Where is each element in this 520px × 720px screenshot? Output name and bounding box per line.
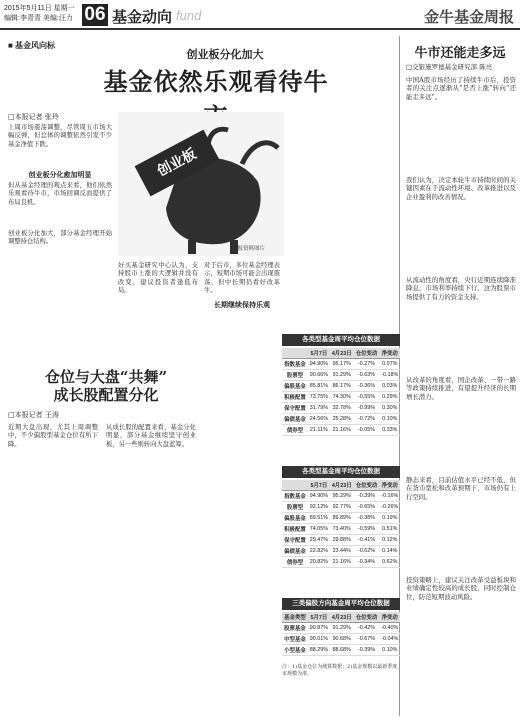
table-cell: 股票型 [282, 370, 308, 381]
data-table [282, 612, 400, 656]
table-cell: 85.81% [308, 381, 330, 392]
article-paragraph: 但从基金经理的观点来看，他们依然乐观看待牛市，市场回调反而提供了布局良机。 [8, 182, 112, 206]
table-cell: 20.82% [308, 557, 330, 568]
table-cell: -0.55% [354, 392, 380, 403]
table-row [282, 634, 400, 645]
table-cell: 94.90% [308, 359, 330, 370]
article-paragraph: 创业板分化加大，部分基金经理开始调整持仓结构。 [8, 230, 112, 246]
table-header-cell: 4月23日 [330, 612, 354, 623]
table-cell: 偏债基金 [282, 414, 308, 425]
table-cell: 94.90% [308, 491, 330, 502]
table-header-cell: 4月23日 [330, 480, 354, 491]
sidebar-paragraph: 从改革的角度看，国企改革、一带一路等政策持续推进，有望提升经济的长期增长潜力。 [406, 376, 516, 401]
subhead: 创业板分化愈加明显 [28, 170, 92, 179]
sidebar-paragraph: 中国A股市场经历了持续牛市后，投资者的关注点逐渐从“是否上涨”转向“还能走多远”。 [406, 76, 516, 101]
table-row [282, 546, 400, 557]
table-cell: -0.39% [354, 645, 380, 656]
table-cell: 32.78% [330, 403, 354, 414]
data-table [282, 480, 400, 568]
table-row [282, 392, 400, 403]
table-cell: -0.16% [379, 491, 400, 502]
table-row [282, 403, 400, 414]
table-cell: 95.29% [330, 491, 354, 502]
table-cell: 89.51% [308, 513, 330, 524]
table-cell: 保守配置 [282, 535, 308, 546]
table-cell: -0.40% [379, 623, 400, 634]
table-cell: 小型基金 [282, 645, 308, 656]
table-header-cell [282, 480, 308, 491]
table-cell: -0.05% [354, 425, 380, 436]
headline-main: 基金依然乐观看待牛 [103, 67, 329, 96]
table-cell: 73.40% [330, 524, 354, 535]
table-row [282, 359, 400, 370]
table-cell: -0.34% [354, 557, 380, 568]
table-cell: 92.12% [308, 502, 330, 513]
table-cell: 0.19% [379, 513, 400, 524]
table-header-cell: 仓位变动 [354, 480, 380, 491]
headline-small: 创业板分化加大 [186, 48, 264, 61]
table-row [282, 623, 400, 634]
table-cell: -0.62% [354, 546, 380, 557]
table-cell: 23.44% [330, 546, 354, 557]
board-sign: 创业板 [135, 130, 220, 197]
article-paragraph: 对于后市，多位基金经理表示，短期市场可能会出现震荡，但中长期仍看好改革牛。 [204, 262, 280, 295]
table-cell: 92.77% [330, 502, 354, 513]
table-row [282, 557, 400, 568]
table-note: 注：1)基金仓位为测算数据；2)基金规模以最新季度末规模为准。 [282, 664, 398, 677]
table-cell: 29.47% [308, 535, 330, 546]
sidebar-paragraph: 我们认为，决定本轮牛市持续时间的关键因素在于流动性环境、改革推进以及企业盈利的改善情况。 [406, 176, 516, 201]
table-cell: -0.42% [354, 623, 380, 634]
table-row [282, 513, 400, 524]
section-title: 基金动向 [112, 9, 173, 26]
page-number: 06 [82, 4, 108, 26]
table-header-cell: 基金类型 [282, 612, 308, 623]
table-title: 各类型基金周平均仓位数据 [282, 466, 400, 478]
table-cell: 91.29% [330, 370, 354, 381]
table-cell: 中型基金 [282, 634, 308, 645]
table-cell: -0.04% [379, 634, 400, 645]
table-header-cell: 5月7日 [308, 612, 330, 623]
table-cell: -0.72% [354, 414, 380, 425]
section-title-en: fund [176, 8, 202, 23]
table-title: 各类型基金周平均仓位数据 [282, 334, 400, 346]
table-cell: 0.10% [379, 645, 400, 656]
table-header-cell: 5月7日 [308, 348, 330, 359]
table-header-cell: 5月7日 [308, 480, 330, 491]
table-cell: 0.10% [379, 414, 400, 425]
table-header-cell: 净变动 [379, 348, 400, 359]
table-row [282, 535, 400, 546]
sidebar-paragraph: 从流动性的角度看，央行近期连续降准降息，市场利率持续下行，这为股票市场提供了有力的资金支持。 [406, 276, 516, 301]
table-header-cell: 净变动 [379, 612, 400, 623]
table-cell: 0.62% [379, 557, 400, 568]
table-cell: 0.33% [379, 425, 400, 436]
article-paragraph: 近期大盘出现，尤其上周调整中，不少偏股型基金仓位有所下降。 [8, 424, 98, 448]
table-cell: 股票型 [282, 502, 308, 513]
table-cell: -0.18% [379, 370, 400, 381]
byline: □本报记者 王涛 [8, 411, 59, 419]
table-cell: 86.17% [330, 381, 354, 392]
table-row [282, 381, 400, 392]
table-cell: 0.12% [379, 535, 400, 546]
sidebar-paragraph: 静态来看，目前估值水平已经不低，但在货币宽松和改革预期下，市场仍有上行空间。 [406, 476, 516, 501]
table-cell: -0.38% [354, 513, 380, 524]
table-row [282, 524, 400, 535]
table-header-row [282, 480, 400, 491]
table-cell: 0.03% [379, 381, 400, 392]
table-row [282, 370, 400, 381]
table-cell: 偏股基金 [282, 381, 308, 392]
table-cell: -0.99% [354, 403, 380, 414]
table-row [282, 645, 400, 656]
headline-secondary-line: 成长股配置分化 [53, 386, 159, 404]
table-cell: 21.16% [330, 425, 354, 436]
table-cell: 74.05% [308, 524, 330, 535]
table-cell: -0.26% [379, 502, 400, 513]
table-cell: 偏股基金 [282, 513, 308, 524]
table-cell: 21.16% [330, 557, 354, 568]
headline-secondary [8, 368, 204, 404]
table-cell: 90.66% [308, 370, 330, 381]
sidebar-byline: □交银施罗德基金研究部 陈亮 [406, 63, 493, 71]
table-cell: 95.17% [330, 359, 354, 370]
table-cell: 31.79% [308, 403, 330, 414]
table-cell: 90.68% [330, 634, 354, 645]
table-cell: 90.87% [308, 623, 330, 634]
sidebar-paragraph: 投资策略上，建议关注改革受益板块和业绩确定性较高的成长股，同时控制仓位，防范短期波动风险。 [406, 576, 516, 601]
masthead [0, 0, 520, 30]
table-header-row [282, 348, 400, 359]
illustration-caption: 本报资料图片 [232, 246, 266, 252]
table-cell: 指数基金 [282, 491, 308, 502]
table-cell: 25.28% [330, 414, 354, 425]
table-cell: 21.11% [308, 425, 330, 436]
table-row [282, 502, 400, 513]
table-cell: 0.07% [379, 359, 400, 370]
table-cell: 91.29% [330, 623, 354, 634]
table-row [282, 491, 400, 502]
table-cell: 88.68% [330, 645, 354, 656]
table-cell: -0.27% [354, 359, 380, 370]
table-cell: 22.82% [308, 546, 330, 557]
table-cell: -0.63% [354, 370, 380, 381]
article-paragraph: 好买基金研究中心认为，支持股市上涨的大逻辑并没有改变，建议投资者逢低布局。 [118, 262, 198, 295]
masthead-date-line: 2015年5月11日 星期一 [4, 5, 75, 12]
article-paragraph: 上周市场震荡调整，尽管周五市场大幅反弹，但总体的调整依然引发不少基金净值下跌。 [8, 124, 112, 148]
table-cell: 73.75% [308, 392, 330, 403]
subhead: 长期继续保持乐观 [214, 300, 270, 309]
masthead-editor-line: 编辑:李青青 美编:汪力 [4, 15, 73, 22]
table-cell: -0.41% [354, 535, 380, 546]
table-cell: 88.29% [308, 645, 330, 656]
illustration [118, 112, 284, 256]
table-cell: 0.30% [379, 403, 400, 414]
table-cell: 债券型 [282, 557, 308, 568]
table-cell: 29.88% [330, 535, 354, 546]
table-cell: 0.51% [379, 524, 400, 535]
table-header-cell: 净变动 [379, 480, 400, 491]
table-cell: 指数基金 [282, 359, 308, 370]
table-cell: 0.14% [379, 546, 400, 557]
masthead-date [4, 4, 75, 24]
table-cell: 24.56% [308, 414, 330, 425]
sidebar-headline: 牛市还能走多远 [414, 46, 506, 61]
data-table [282, 348, 400, 436]
table-header-cell: 仓位变动 [354, 612, 380, 623]
table-cell: -0.36% [354, 381, 380, 392]
table-cell: 89.89% [330, 513, 354, 524]
table-cell: 债券型 [282, 425, 308, 436]
byline: □本报记者 张玲 [8, 113, 59, 121]
table-cell: 74.30% [330, 392, 354, 403]
table-cell: -0.59% [354, 524, 380, 535]
table-row [282, 414, 400, 425]
section-kicker: ■ 基金风向标 [8, 41, 56, 50]
headline-secondary-line: 仓位与大盘“共舞” [44, 368, 168, 386]
table-cell: 偏债基金 [282, 546, 308, 557]
table-header-cell: 4月23日 [330, 348, 354, 359]
table-cell: 保守配置 [282, 403, 308, 414]
table-header-row [282, 612, 400, 623]
table-row [282, 425, 400, 436]
table-cell: 积极配置 [282, 524, 308, 535]
table-cell: -0.39% [354, 491, 380, 502]
table-cell: 90.01% [308, 634, 330, 645]
table-cell: -0.67% [354, 634, 380, 645]
table-cell: 积极配置 [282, 392, 308, 403]
article-paragraph: 从成长股的配置来看，基金分化明显，部分基金继续坚守创业板，另一些则转向大盘蓝筹。 [106, 424, 196, 448]
table-title: 三类偏股方向基金周平均仓位数据 [282, 598, 400, 610]
table-cell: -0.65% [354, 502, 380, 513]
paper-name: 金牛基金周报 [423, 8, 514, 26]
table-cell: 股票基金 [282, 623, 308, 634]
table-header-cell: 仓位变动 [354, 348, 380, 359]
table-header-cell [282, 348, 308, 359]
table-cell: 0.29% [379, 392, 400, 403]
